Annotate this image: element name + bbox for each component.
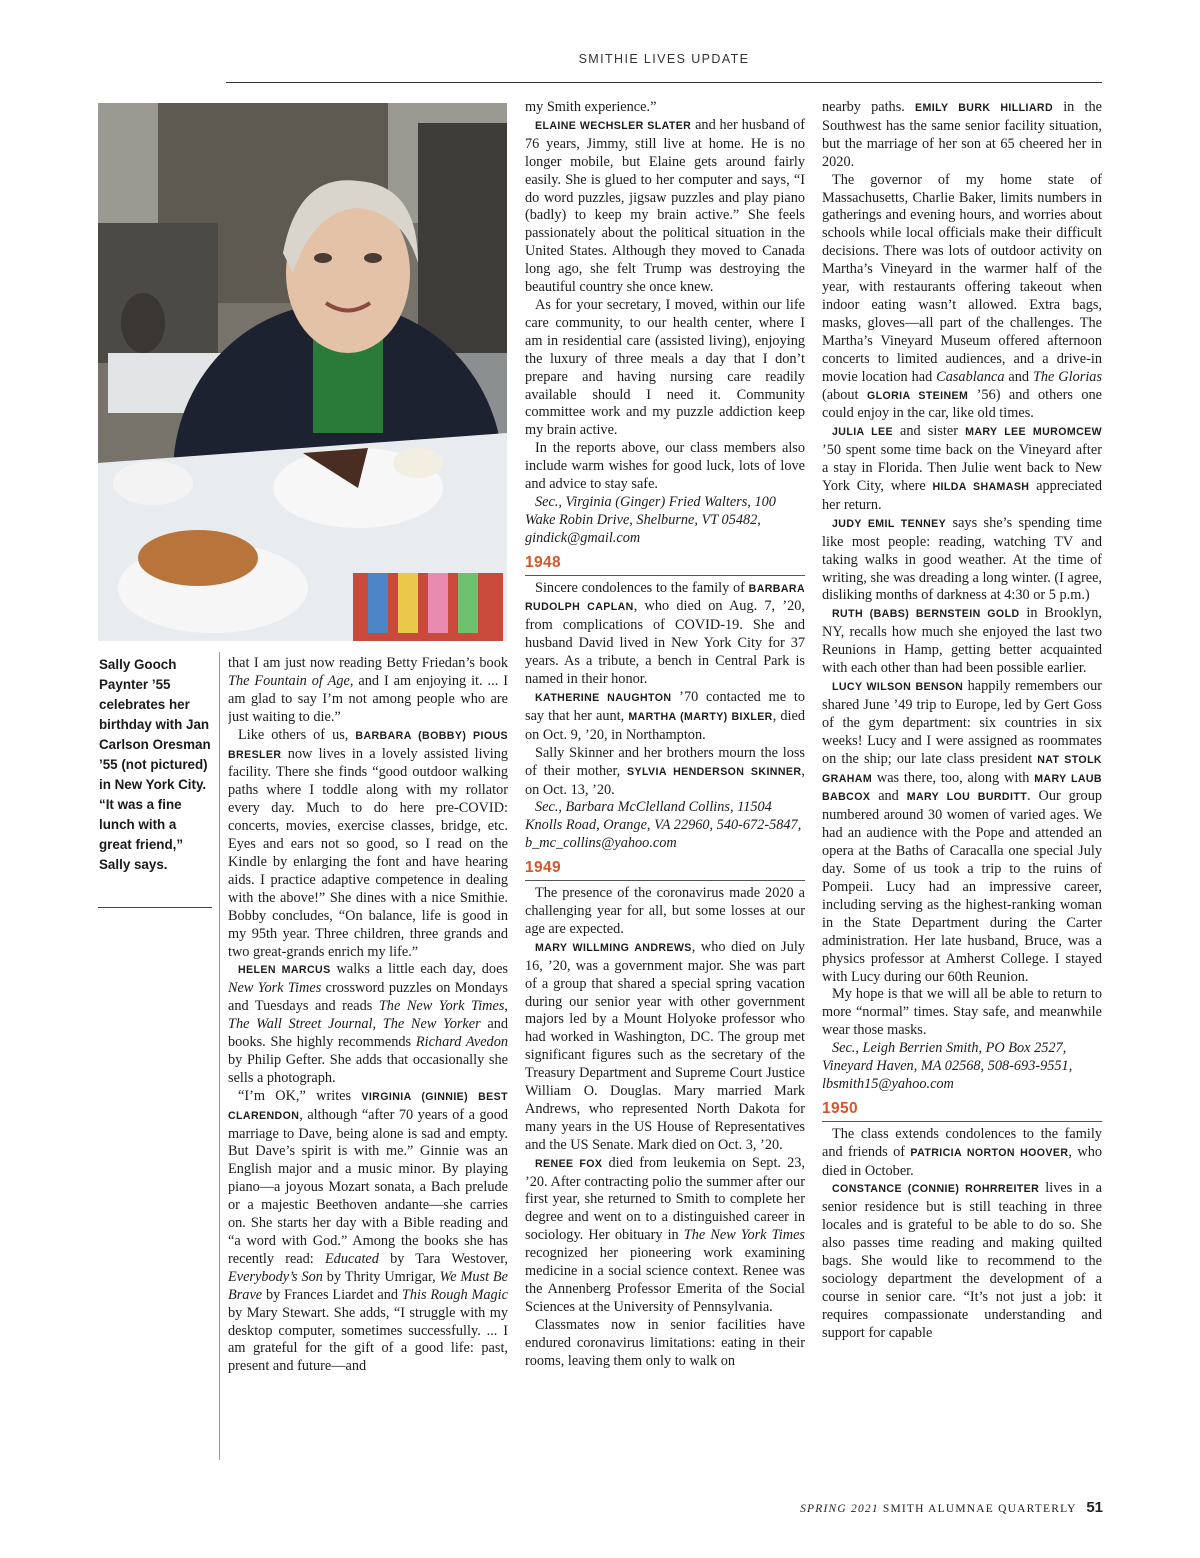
classmate-name: JUDY EMIL TENNEY	[832, 517, 947, 530]
paragraph: HELEN MARCUS walks a little each day, does New York Times crossword puzzles on Mondays and Tuesdays and reads The New York Times, The Wall Street Journal, The New Yorker and books. She highly recommends Richard Avedon by Philip Gefter. She adds that occasionally she sells a photograph.	[228, 961, 508, 1086]
classmate-name: NAT STOLK GRAHAM	[822, 753, 1102, 785]
classmate-name: SYLVIA HENDERSON SKINNER	[627, 765, 802, 778]
column-1	[228, 655, 508, 1465]
class-secretary-address: Sec., Virginia (Ginger) Fried Walters, 100 Wake Robin Drive, Shelburne, VT 05482, gindick@gmail.com	[525, 493, 776, 546]
paragraph: my Smith experience.”	[525, 99, 657, 115]
paragraph: CONSTANCE (CONNIE) ROHRREITER lives in a senior residence but is still teaching in three locales and is grateful to be able to do so. She also passes time reading and making quilted bags. She would like to recommend to the sociology department the development of a course in senior care. “It’s not just a job: it requires compassionate understanding and support for capable	[822, 1180, 1102, 1341]
classmate-name: VIRGINIA (GINNIE) BEST CLARENDON	[228, 1090, 508, 1122]
paragraph: The governor of my home state of Massachusetts, Charlie Baker, limits numbers in gatherings and evening hours, and worries about schools while local officials make their difficult decisions. There was lots of outdoor activity on Martha’s Vineyard in the warmer half of the year, with restaurants offering takeout when indoor eating wasn’t allowed. Extra bags, masks, gloves—all part of the challenges. The Martha’s Vineyard Museum offered afternoon concerts to limited audiences, and a drive-in movie location had Casablanca and The Glorias (about GLORIA STEINEM ’56) and others one could enjoy in the car, like old times.	[822, 171, 1102, 422]
paragraph: MARY WILLMING ANDREWS, who died on July 16, ’20, was a government major. She was part of a group that shared a special spring vacation during our senior year with other government majors led by a Mount Holyoke professor who had worked in Washington, DC. The group met significant figures such as the secretary of the Treasury Department and Supreme Court Justice William O. Douglas. Mary married Mark Andrews, who represented North Dakota for many years in the US House of Representatives and the US Senate. Mark died on Oct. 3, ’20.	[525, 938, 805, 1153]
paragraph: Classmates now in senior facilities have endured coronavirus limitations: eating in their rooms, leaving them only to walk on	[525, 1316, 805, 1369]
classmate-name: MARY LAUB BABCOX	[822, 772, 1102, 804]
paragraph: KATHERINE NAUGHTON ’70 contacted me to say that her aunt, MARTHA (MARTY) BIXLER, died on Oct. 9, ’20, in Northampton.	[525, 689, 805, 743]
classmate-name: LUCY WILSON BENSON	[832, 681, 964, 693]
classmate-name: PATRICIA NORTON HOOVER	[910, 1146, 1069, 1159]
paragraph: JULIA LEE and sister MARY LEE MUROMCEW ’50 spent some time back on the Vineyard after a stay in Florida. Then Julie went back to New York City, where HILDA SHAMASH appreciated her return.	[822, 423, 1102, 513]
paragraph: JUDY EMIL TENNEY says she’s spending time like most people: reading, watching TV and taking walks in good weather. At the time of writing, she was dreading a long winter. (I agree, disliking months of darkness at 4:30 or 5 p.m.)	[822, 514, 1102, 604]
classmate-name: JULIA LEE	[832, 426, 893, 439]
class-secretary-address: Sec., Barbara McClelland Collins, 11504 Knolls Road, Orange, VA 22960, 540-672-5847, b_mc_collins@yahoo.com	[525, 799, 802, 852]
paragraph: Sally Skinner and her brothers mourn the loss of their mother, SYLVIA HENDERSON SKINNER, on Oct. 13, ’20.	[525, 744, 805, 798]
caption-rule	[98, 907, 212, 908]
paragraph: nearby paths. EMILY BURK HILLIARD in the Southwest has the same senior facility situation, but the marriage of her son at 65 cheered her in 2020.	[822, 99, 1102, 170]
classmate-name: GLORIA STEINEM	[866, 389, 969, 402]
paragraph: “I’m OK,” writes VIRGINIA (GINNIE) BEST CLARENDON, although “after 70 years of a good marriage to Dave, being alone is sad and empty. But Dave’s spirit is with me.” Ginnie was an English major and a music minor. By playing piano—a joyous Mozart sonata, a Bach prelude or a majestic Beethoven andante—she carries on. She starts her day with a Bible reading and “a word with God.” Among the books she has recently read: Educated by Tara Westover, Everybody’s Son by Thrity Umrigar, We Must Be Brave by Frances Liardet and This Rough Magic by Mary Stewart. She adds, “I struggle with my desktop computer, sometimes successfully. ... I am grateful for the gift of a good life: past, present and future—and	[228, 1087, 508, 1375]
column-2	[525, 99, 805, 1469]
classmate-name: HILDA SHAMASH	[932, 481, 1030, 494]
paragraph: RUTH (BABS) BERNSTEIN GOLD in Brooklyn, NY, recalls how much she enjoyed the last two Reunions in Hamp, getting better acquainted with each other than had been possible earlier.	[822, 605, 1102, 677]
classmate-name: MARY LEE MUROMCEW	[965, 426, 1102, 439]
class-year-heading-1948: 1948	[525, 554, 805, 576]
class-year-heading-1949: 1949	[525, 859, 805, 881]
classmate-name: HELEN MARCUS	[238, 964, 331, 977]
classmate-name: RUTH (BABS) BERNSTEIN GOLD	[832, 608, 1020, 621]
issue-date: SPRING 2021	[800, 1503, 879, 1515]
running-head: SMITHIE LIVES UPDATE	[578, 52, 750, 66]
paragraph: The presence of the coronavirus made 2020 a challenging year for all, but some losses at our age are expected.	[525, 885, 805, 937]
classmate-name: ELAINE WECHSLER SLATER	[535, 119, 692, 132]
classmate-name: CONSTANCE (CONNIE) ROHRREITER	[832, 1183, 1040, 1196]
column-divider	[219, 652, 220, 1460]
paragraph: The class extends condolences to the family and friends of PATRICIA NORTON HOOVER, who died in October.	[822, 1125, 1102, 1179]
paragraph: that I am just now reading Betty Friedan’s book The Fountain of Age, and I am enjoying it. ... I am glad to say I’m not among people who are just waiting to die.”	[228, 655, 508, 725]
publication-name: SMITH ALUMNAE QUARTERLY	[882, 1503, 1077, 1515]
paragraph: ELAINE WECHSLER SLATER and her husband of 76 years, Jimmy, still live at home. He is no longer mobile, but Elaine gets around fairly easily. She is glued to her computer and says, “I do word puzzles, jigsaw puzzles and play piano (badly) to keep my brain active.” She feels passionately about the political situation in the United States. Although they moved to Canada long ago, she felt Trump was destroying the beautiful country she once knew.	[525, 116, 805, 296]
birthday-photo	[98, 103, 507, 641]
classmate-name: EMILY BURK HILLIARD	[915, 102, 1054, 114]
paragraph: As for your secretary, I moved, within our life care community, to our health center, where I am in residential care (assisted living), enjoying the luxury of three meals a day that I don’t prepare and having nursing care readily available should I need it. Community committee work and my puzzle addiction keep my brain active.	[525, 296, 805, 439]
paragraph: RENEE FOX died from leukemia on Sept. 23, ’20. After contracting polio the summer after our first year, she returned to Smith to complete her degree and went on to a distinguished career in sociology. Her obituary in The New York Times recognized her pioneering work examining medicine in a social science context. Renee was the Annenberg Professor Emerita of the Social Sciences at the University of Pennsylvania.	[525, 1154, 805, 1315]
classmate-name: RENEE FOX	[535, 1157, 603, 1170]
page-number: 51	[1086, 1499, 1103, 1516]
page-footer	[800, 1499, 1103, 1516]
class-secretary-address: Sec., Leigh Berrien Smith, PO Box 2527, Vineyard Haven, MA 02568, 508-693-9551, lbsmith15@yahoo.com	[822, 1040, 1073, 1092]
photo-caption: Sally Gooch Paynter ’55 celebrates her birthday with Jan Carlson Oresman ’55 (not pictured) in New York City. “It was a fine lunch with a great friend,” Sally says.	[99, 657, 211, 872]
paragraph: Sincere condolences to the family of BARBARA RUDOLPH CAPLAN, who died on Aug. 7, ’20, from complications of COVID-19. She and husband David lived in New York City for 37 years. As a tribute, a bench in Central Park is named in their honor.	[525, 579, 805, 688]
paragraph: LUCY WILSON BENSON happily remembers our shared June ’49 trip to Europe, led by Gert Goss of the gym department: six countries in six weeks! Lucy and I were assigned as roommates on the ship; our late class president NAT STOLK GRAHAM was there, too, along with MARY LAUB BABCOX and MARY LOU BURDITT. Our group numbered around 30 women of varied ages. We had an audience with the Pope and attended an opera at the Baths of Caracalla one special July day. Some of us took a trip to the ruins of Pompeii. Lucy had an impressive career, including serving as the highest-ranking woman in the State Department during the Carter administration. Her late husband, Bruce, was a physics professor at Amherst College. I stayed with Lucy during our 60th Reunion.	[822, 678, 1102, 985]
classmate-name: MARTHA (MARTY) BIXLER	[628, 710, 773, 723]
classmate-name: BARBARA RUDOLPH CAPLAN	[525, 582, 805, 614]
classmate-name: KATHERINE NAUGHTON	[535, 692, 672, 704]
classmate-name: MARY WILLMING ANDREWS	[535, 941, 692, 954]
photo-illustration	[98, 103, 507, 641]
paragraph: Like others of us, BARBARA (BOBBY) PIOUS BRESLER now lives in a lovely assisted living facility. There she finds “good outdoor walking paths where I toddle along with my rollator every day. Much to do here pre-COVID: concerts, movies, exercise classes, bridge, etc. Eyes and ears not so good, so I read on the Kindle by enlarging the font and have hearing aids. I practice adaptive competence in dealing with the above!” She dines with a nice Smithie. Bobby concludes, “On balance, life is good in my 95th year. Three children, three grands and two great-grands enrich my life.”	[228, 726, 508, 960]
classmate-name: BARBARA (BOBBY) PIOUS BRESLER	[228, 729, 508, 761]
column-3	[822, 99, 1102, 1469]
class-year-heading-1950: 1950	[822, 1100, 1102, 1122]
header-rule	[226, 82, 1102, 83]
paragraph: In the reports above, our class members also include warm wishes for good luck, lots of love and advice to stay safe.	[525, 440, 805, 493]
classmate-name: MARY LOU BURDITT	[906, 791, 1028, 804]
paragraph: My hope is that we will all be able to return to more “normal” times. Stay safe, and meanwhile wear those masks.	[822, 986, 1102, 1039]
